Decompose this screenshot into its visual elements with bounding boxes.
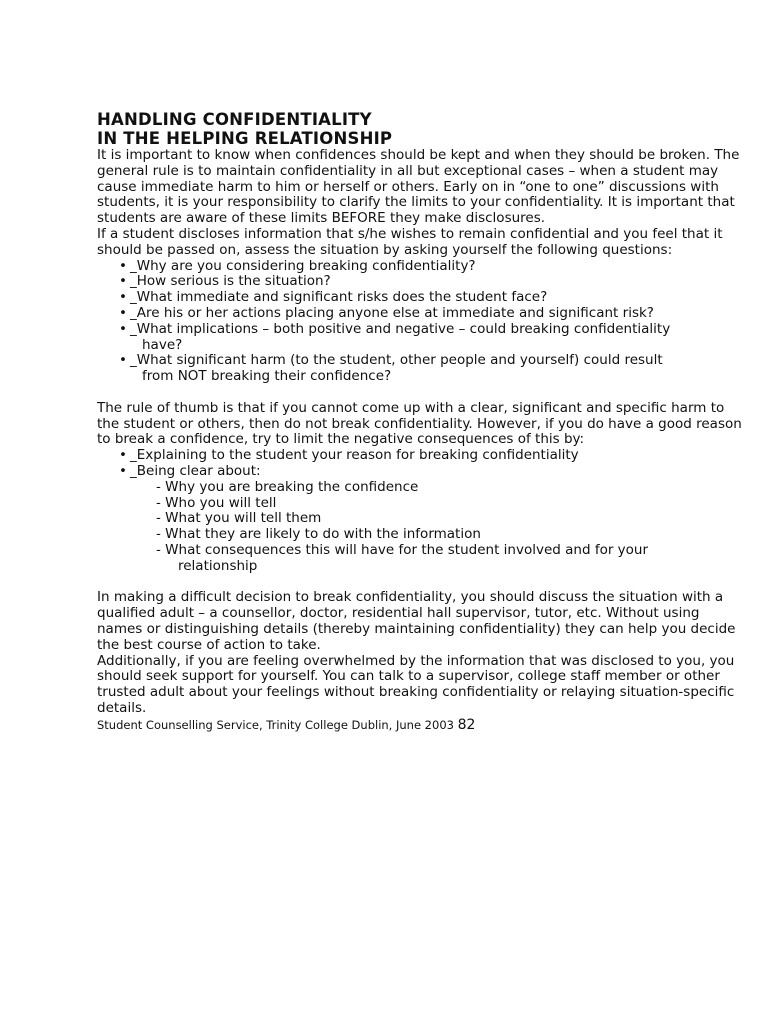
intro-paragraph-2: If a student discloses information that s/he wishes to remain confidential and you feel that it should be passed on, assess the situation by asking yourself the following questions: [97,225,723,258]
questions-list [97,259,747,385]
limits-list [97,448,747,480]
list-item: - What they are likely to do with the information [156,526,481,543]
list-item-continuation: relationship [178,557,258,574]
intro-paragraph-1: It is important to know when confidences should be kept and when they should be broken. The general rule is to maintain confidentiality in all but exceptional cases – when a student may cause immediate harm to him or herself or others. Early on in “one to one” discussions with students, it is your responsibility to clarify the limits to your confidentiality. It is important that students are aware of these limits BEFORE they make disclosures. [97,147,740,227]
list-item [156,543,747,575]
list-item: • _Are his or her actions placing anyone else at immediate and significant risk? [119,306,747,322]
list-item: • _Explaining to the student your reason for breaking confidentiality [119,448,747,464]
closing-paragraph-1: In making a difficult decision to break confidentiality, you should discuss the situation with a qualified adult – a counsellor, doctor, residential hall supervisor, tutor, etc. Without using names or distinguishing details (thereby maintaining confidentiality) they can help you decide the best course of action to take. [97,589,736,653]
footer-source: Student Counselling Service, Trinity College Dublin, June 2003 [97,717,454,732]
document-page [97,110,747,733]
closing-paragraph-2: Additionally, if you are feeling overwhelmed by the information that was disclosed to you, you should seek support for yourself. You can talk to a supervisor, college staff member or other trusted adult about your feelings without breaking confidentiality or relaying situation-specific details. [97,652,735,716]
list-item: - Who you will tell [156,494,277,511]
list-item: - What you will tell them [156,510,322,527]
page-number: 82 [457,716,476,733]
list-item-continuation: have? [142,336,183,353]
footer-citation [97,717,747,733]
rule-of-thumb-paragraph: The rule of thumb is that if you cannot come up with a clear, significant and specific harm to the student or others, then do not break confidentiality. However, if you do have a good reason to break a confidence, try to limit the negative consequences of this by: [97,399,742,448]
spacer [97,575,747,591]
list-item: • _What immediate and significant risks does the student face? [119,290,747,306]
list-item-continuation: from NOT breaking their confidence? [142,368,392,385]
list-item [119,322,747,354]
spacer [97,385,747,401]
list-item: - Why you are breaking the confidence [156,478,419,495]
title-line-2: IN THE HELPING RELATIONSHIP [97,129,393,148]
list-item: • _Why are you considering breaking confidentiality? [119,259,747,275]
title-line-1: HANDLING CONFIDENTIALITY [97,110,372,129]
list-item-text: _What implications – both positive and negative – could breaking confidentiality [130,320,671,337]
list-item-text: - What consequences this will have for the student involved and for your [156,541,649,558]
list-item [119,353,747,385]
list-item: • _How serious is the situation? [119,274,747,290]
list-item-text: _What significant harm (to the student, other people and yourself) could result [130,352,663,369]
page-title [97,110,747,148]
clear-about-list [97,480,747,575]
list-item: • _Being clear about: [119,464,747,480]
